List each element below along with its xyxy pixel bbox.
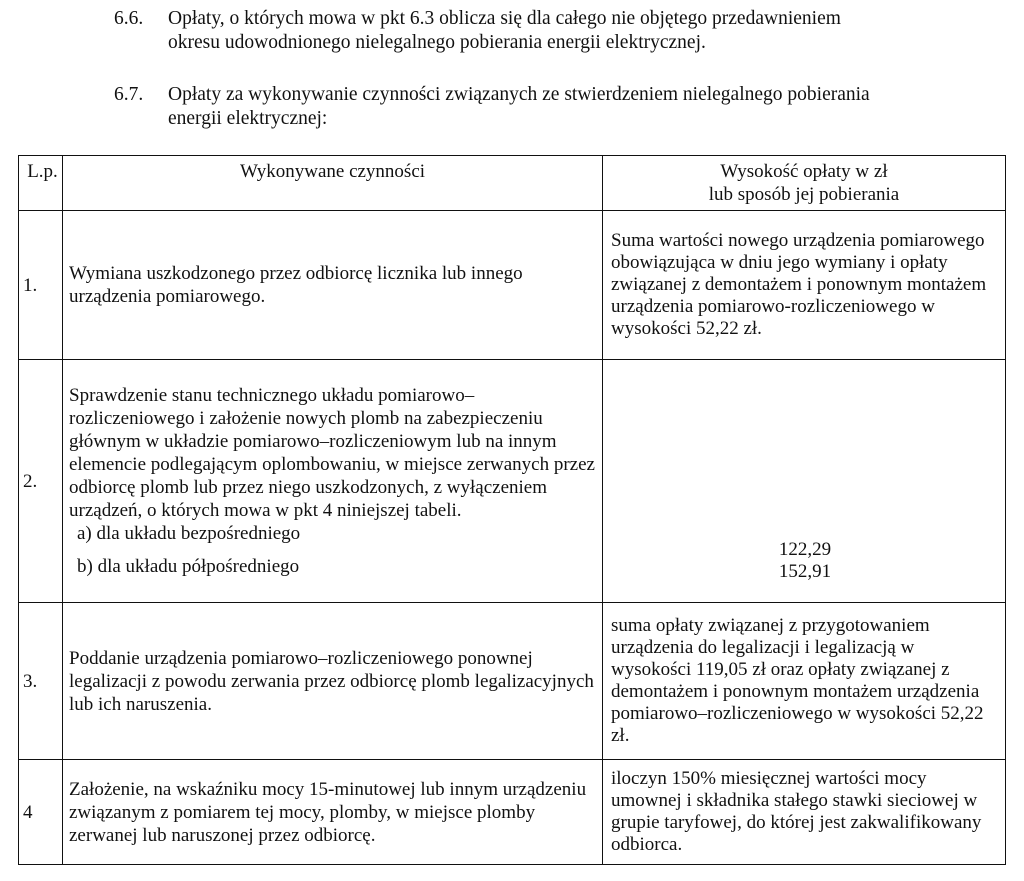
header-work: Wykonywane czynności <box>63 156 603 211</box>
fees-table <box>18 155 1006 865</box>
row-fee: Suma wartości nowego urządzenia pomiarowego obowiązująca w dniu jego wymiany i opłaty związanej z demontażem i ponownym montażem urządzenia pomiarowo-rozliczeniowego w wysokości 52,22 zł. <box>603 211 1006 360</box>
sub-item-a: a) dla układu bezpośredniego <box>77 523 301 544</box>
row-fee: suma opłaty związanej z przygotowaniem urządzenia do legalizacji i legalizacją w wysokości 119,05 zł oraz opłaty związanej z demontażem i ponownym montażem urządzenia pomiarowo–rozliczeniowego w wysokości 52,22 zł. <box>603 603 1006 760</box>
row-work: Wymiana uszkodzonego przez odbiorcę licznika lub innego urządzenia pomiarowego. <box>63 211 603 360</box>
table-row <box>19 603 1006 760</box>
table-row <box>19 760 1006 865</box>
fee-value-b: 152,91 <box>778 561 832 582</box>
fee-value-a: 122,29 <box>778 539 832 560</box>
paragraph-text-line: Opłaty, o których mowa w pkt 6.3 oblicza się dla całego nie objętego przedawnieniem <box>168 8 841 29</box>
paragraph-number: 6.7. <box>114 84 144 105</box>
row-number: 4 <box>19 760 63 865</box>
sub-item-b: b) dla układu półpośredniego <box>77 556 300 577</box>
header-fee <box>603 156 1006 211</box>
header-lp: L.p. <box>19 156 63 211</box>
row-work <box>63 360 603 603</box>
paragraph-text-line: okresu udowodnionego nielegalnego pobierania energii elektrycznej. <box>168 32 706 53</box>
paragraph-text-line: energii elektrycznej: <box>168 108 328 129</box>
header-fee-line: Wysokość opłaty w zł <box>720 161 888 182</box>
row-work: Poddanie urządzenia pomiarowo–rozliczeniowego ponownej legalizacji z powodu zerwania przez odbiorcę plomb legalizacyjnych lub ich naruszenia. <box>63 603 603 760</box>
table-row <box>19 211 1006 360</box>
table-header-row <box>19 156 1006 211</box>
row-fee: iloczyn 150% miesięcznej wartości mocy umownej i składnika stałego stawki sieciowej w grupie taryfowej, do której jest zakwalifikowany odbiorca. <box>603 760 1006 865</box>
table-row <box>19 360 1006 603</box>
paragraph-6-7 <box>114 83 994 131</box>
row-fee <box>603 360 1006 603</box>
paragraph-6-6 <box>114 7 994 55</box>
row-number: 2. <box>19 360 63 603</box>
paragraph-number: 6.6. <box>114 8 144 29</box>
header-fee-line: lub sposób jej pobierania <box>708 184 900 205</box>
row-work-text: Sprawdzenie stanu technicznego układu pomiarowo–rozliczeniowego i założenie nowych plomb na zabezpieczeniu głównym w układzie pomiarowo–rozliczeniowym lub na innym elemencie podlegającym oplombowaniu, w miejsce zerwanych przez odbiorcę plomb lub przez niego uszkodzonych, z wyłączeniem urządzeń, o których mowa w pkt 4 niniejszej tabeli. <box>69 385 595 521</box>
row-number: 3. <box>19 603 63 760</box>
paragraph-text-line: Opłaty za wykonywanie czynności związanych ze stwierdzeniem nielegalnego pobierania <box>168 84 870 105</box>
row-number: 1. <box>19 211 63 360</box>
row-work: Założenie, na wskaźniku mocy 15-minutowej lub innym urządzeniu związanym z pomiarem tej mocy, plomby, w miejsce plomby zerwanej lub naruszonej przez odbiorcę. <box>63 760 603 865</box>
